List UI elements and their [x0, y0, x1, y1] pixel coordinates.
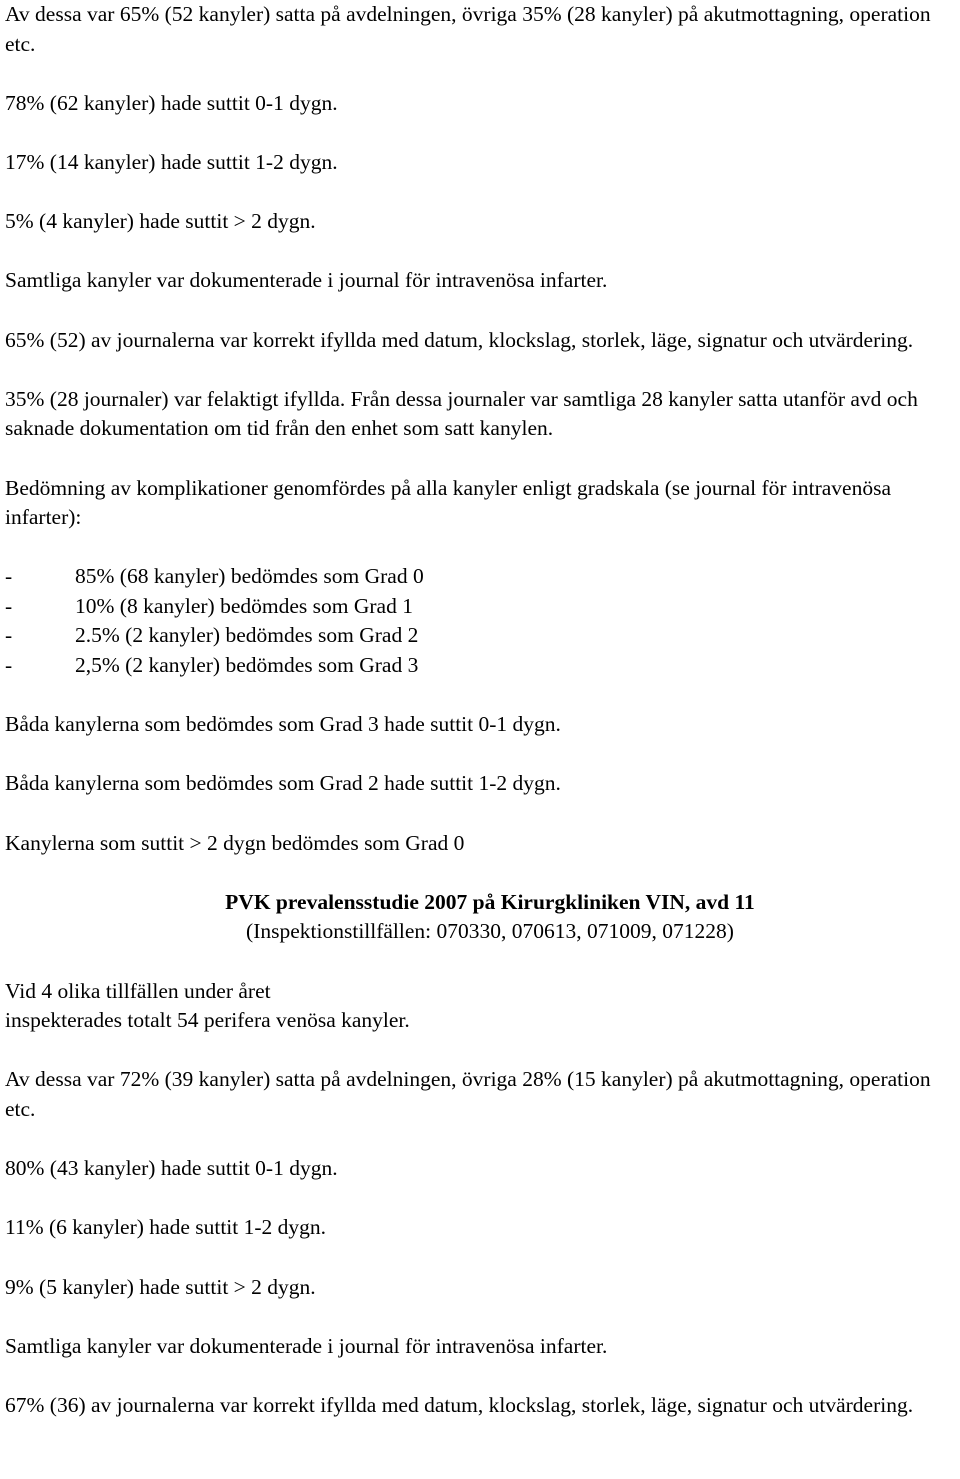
list-dash: - [5, 564, 13, 589]
list-item-text: 85% (68 kanyler) bedömdes som Grad 0 [75, 564, 424, 589]
paragraph-duration-over-2-2007: 9% (5 kanyler) hade suttit > 2 dygn. [5, 1274, 316, 1299]
paragraph-duration-0-1-2007: 80% (43 kanyler) hade suttit 0-1 dygn. [5, 1156, 338, 1181]
list-dash: - [5, 623, 13, 648]
intro-block [5, 977, 960, 1036]
paragraph-duration-1-2: 17% (14 kanyler) hade suttit 1-2 dygn. [5, 149, 338, 174]
paragraph-duration-over-2: 5% (4 kanyler) hade suttit > 2 dygn. [5, 209, 316, 234]
document-page [5, 0, 960, 1421]
list-item [5, 621, 960, 651]
paragraph-grade3-duration: Båda kanylerna som bedömdes som Grad 3 hade suttit 0-1 dygn. [5, 712, 561, 737]
paragraph-incorrect-journals: 35% (28 journaler) var felaktigt ifyllda. Från dessa journaler var samtliga 28 kanyler satta utanför avd och saknade dokumentation om tid från den enhet som satt kanylen. [5, 386, 918, 441]
paragraph-over2-grade: Kanylerna som suttit > 2 dygn bedömdes som Grad 0 [5, 830, 465, 855]
list-item-text: 10% (8 kanyler) bedömdes som Grad 1 [75, 593, 413, 618]
paragraph-duration-1-2-2007: 11% (6 kanyler) hade suttit 1-2 dygn. [5, 1215, 327, 1240]
study-heading [5, 888, 960, 947]
paragraph-correct-journals: 65% (52) av journalerna var korrekt ifyllda med datum, klockslag, storlek, läge, signatur och utvärdering. [5, 327, 914, 352]
list-dash: - [5, 593, 13, 618]
intro-line: inspekterades totalt 54 perifera venösa kanyler. [5, 1008, 410, 1033]
study-title: PVK prevalensstudie 2007 på Kirurgkliniken VIN, avd 11 [225, 889, 755, 914]
paragraph-documented-2007: Samtliga kanyler var dokumenterade i journal för intravenösa infarter. [5, 1333, 608, 1358]
paragraph-placement-2006: Av dessa var 65% (52 kanyler) satta på avdelningen, övriga 35% (28 kanyler) på akutmottagning, operation etc. [5, 2, 931, 56]
grade-list [5, 562, 960, 680]
paragraph-duration-0-1: 78% (62 kanyler) hade suttit 0-1 dygn. [5, 90, 338, 115]
list-item [5, 562, 960, 592]
list-item [5, 651, 960, 681]
list-item-text: 2.5% (2 kanyler) bedömdes som Grad 2 [75, 623, 419, 648]
list-dash: - [5, 653, 13, 678]
study-subtitle: (Inspektionstillfällen: 070330, 070613, 071009, 071228) [246, 919, 734, 944]
list-item-text: 2,5% (2 kanyler) bedömdes som Grad 3 [75, 653, 419, 678]
paragraph-grade2-duration: Båda kanylerna som bedömdes som Grad 2 hade suttit 1-2 dygn. [5, 771, 561, 796]
paragraph-placement-2007: Av dessa var 72% (39 kanyler) satta på avdelningen, övriga 28% (15 kanyler) på akutmottagning, operation etc. [5, 1067, 931, 1121]
paragraph-documented: Samtliga kanyler var dokumenterade i journal för intravenösa infarter. [5, 268, 608, 293]
paragraph-complication-assessment: Bedömning av komplikationer genomfördes på alla kanyler enligt gradskala (se journal för intravenösa infarter): [5, 475, 892, 530]
intro-line: Vid 4 olika tillfällen under året [5, 978, 271, 1003]
list-item [5, 592, 960, 622]
paragraph-correct-journals-2007: 67% (36) av journalerna var korrekt ifyllda med datum, klockslag, storlek, läge, signatur och utvärdering. [5, 1392, 914, 1417]
